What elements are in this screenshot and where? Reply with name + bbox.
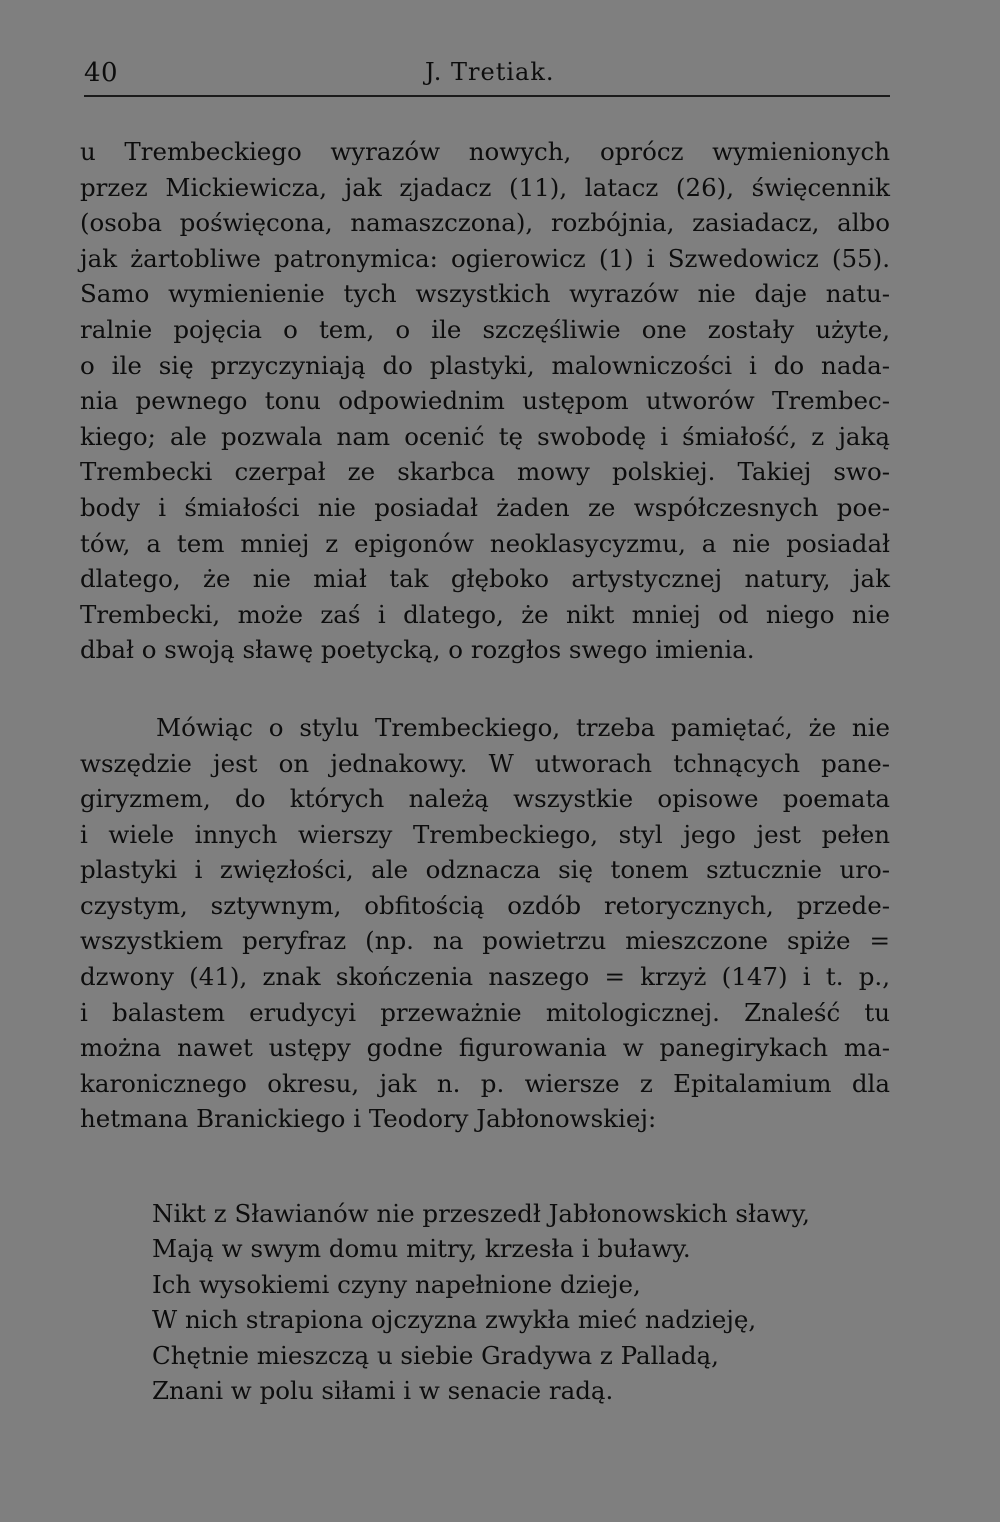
text-line: u Trembeckiego wyrazów nowych, oprócz wymienionych bbox=[80, 137, 890, 166]
verse-line: W nich strapiona ojczyzna zwykła mieć nadzieję, bbox=[152, 1305, 757, 1335]
text-line: dzwony (41), znak skończenia naszego = krzyż (147) i t. p., bbox=[80, 962, 890, 992]
body-text bbox=[80, 134, 890, 1137]
verse-line: Nikt z Sławianów nie przeszedł Jabłonowskich sławy, bbox=[152, 1199, 810, 1228]
text-line: Trembecki czerpał ze skarbca mowy polskiej. Takiej swo- bbox=[80, 457, 890, 487]
text-line: dbał o swoją sławę poetycką, o rozgłos swego imienia. bbox=[80, 635, 755, 665]
paragraph-1 bbox=[80, 134, 890, 668]
paragraph-2 bbox=[80, 710, 890, 1137]
header-rule bbox=[84, 95, 890, 97]
text-line: wszędzie jest on jednakowy. W utworach tchnących pane- bbox=[80, 748, 890, 778]
text-line: karonicznego okresu, jak n. p. wiersze z Epitalamium dla bbox=[80, 1068, 890, 1098]
text-line: Samo wymienienie tych wszystkich wyrazów nie daje natu- bbox=[80, 279, 890, 309]
verse-quote bbox=[152, 1196, 852, 1408]
text-line: można nawet ustępy godne figurowania w panegirykach ma- bbox=[80, 1033, 890, 1063]
text-line: plastyki i zwięzłości, ale odznacza się tonem sztucznie uro- bbox=[80, 855, 890, 885]
text-line: nia pewnego tonu odpowiednim ustępom utworów Trembec- bbox=[80, 386, 890, 416]
verse-line: Mają w swym domu mitry, krzesła i buławy. bbox=[152, 1234, 691, 1264]
text-line: Trembecki, może zaś i dlatego, że nikt mniej od niego nie bbox=[80, 599, 890, 629]
text-line: jak żartobliwe patronymica: ogierowicz (1) i Szwedowicz (55). bbox=[80, 243, 890, 273]
text-line: wszystkiem peryfraz (np. na powietrzu mieszczone spiże = bbox=[80, 926, 890, 956]
verse-line: Znani w polu siłami i w senacie radą. bbox=[152, 1375, 614, 1405]
text-line: giryzmem, do których należą wszystkie opisowe poemata bbox=[80, 784, 890, 814]
text-line: dlatego, że nie miał tak głęboko artystycznej natury, jak bbox=[80, 564, 890, 594]
text-line: o ile się przyczyniają do plastyki, malowniczości i do nada- bbox=[80, 350, 890, 380]
paragraph-gap bbox=[80, 668, 890, 710]
text-line: ralnie pojęcia o tem, o ile szczęśliwie one zostały użyte, bbox=[80, 314, 890, 344]
text-line: i wiele innych wierszy Trembeckiego, styl jego jest pełen bbox=[80, 819, 890, 849]
verse-line: Ich wysokiemi czyny napełnione dzieje, bbox=[152, 1269, 641, 1299]
page-header bbox=[84, 52, 890, 92]
text-line: tów, a tem mniej z epigonów neoklasycyzmu, a nie posiadał bbox=[80, 528, 890, 558]
running-head: J. Tretiak. bbox=[425, 58, 555, 86]
page-number: 40 bbox=[84, 58, 119, 88]
text-line: i balastem erudycyi przeważnie mitologicznej. Znaleść tu bbox=[80, 997, 890, 1027]
text-line: przez Mickiewicza, jak zjadacz (11), latacz (26), święcennik bbox=[80, 172, 890, 202]
text-line: Mówiąc o stylu Trembeckiego, trzeba pamiętać, że nie bbox=[156, 712, 890, 742]
verse-line: Chętnie mieszczą u siebie Gradywa z Palladą, bbox=[152, 1340, 719, 1370]
text-line: hetmana Branickiego i Teodory Jabłonowskiej: bbox=[80, 1104, 657, 1134]
text-line: body i śmiałości nie posiadał żaden ze współczesnych poe- bbox=[80, 492, 890, 522]
text-line: czystym, sztywnym, obfitością ozdób retorycznych, przede- bbox=[80, 890, 890, 920]
text-line: (osoba poświęcona, namaszczona), rozbójnia, zasiadacz, albo bbox=[80, 208, 890, 238]
text-line: kiego; ale pozwala nam ocenić tę swobodę i śmiałość, z jaką bbox=[80, 421, 890, 451]
